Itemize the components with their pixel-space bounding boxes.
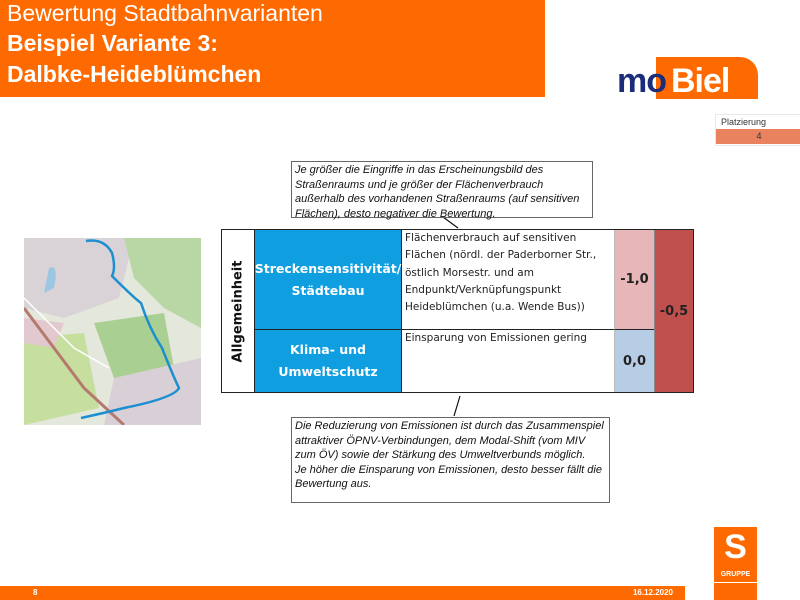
description-cell: Einsparung von Emissionen gering <box>402 329 614 392</box>
evaluation-table <box>221 229 694 393</box>
ranking-value: 4 <box>716 129 800 144</box>
logo-text-mo: mo <box>617 62 666 100</box>
ranking-label: Platzierung <box>716 115 800 129</box>
group-logo <box>714 527 757 600</box>
callout-bottom <box>291 417 610 503</box>
score-cell: 0,0 <box>614 329 654 392</box>
category-text: Allgemeinheit <box>230 260 246 362</box>
logo-text-biel: Biel <box>671 62 730 100</box>
group-logo-divider <box>714 582 757 583</box>
criterion-cell: Streckensensitivität/ Städtebau <box>254 230 402 329</box>
total-score-cell: -0,5 <box>654 230 693 392</box>
category-label <box>222 230 254 392</box>
footer-date: 16.12.2020 <box>632 588 673 597</box>
callout-bottom-text-1: Die Reduzierung von Emissionen ist durch das Zusammenspiel attraktiver ÖPNV-Verbindungen, dem Modal-Shift (vom MIV zum ÖV) sowie der Stärkung des Umweltverbunds möglich. <box>295 420 604 461</box>
slide-subtitle: Beispiel Variante 3: <box>7 30 218 56</box>
score-cell: -1,0 <box>614 230 654 329</box>
criterion-cell: Klima- und Umweltschutz <box>254 329 402 392</box>
s-logo-icon: S <box>724 528 747 566</box>
slide-subtitle-variant: Dalbke-Heideblümchen <box>7 61 262 87</box>
footer-bar <box>0 586 685 600</box>
group-logo-label: GRUPPE <box>720 571 751 578</box>
slide-title: Bewertung Stadtbahnvarianten <box>7 0 323 26</box>
page-number: 8 <box>33 588 38 597</box>
callout-top: Je größer die Eingriffe in das Erscheinungsbild des Straßenraums und je größer der Flächenverbrauch außerhalb des vorhandenen Straßenraums (auf sensitiven Flächen), desto negativer die Bewertung. <box>291 161 593 218</box>
callout-bottom-text-2: Je höher die Einsparung von Emissionen, desto besser fällt die Bewertung aus. <box>295 463 602 490</box>
description-cell: Flächenverbrauch auf sensitiven Flächen (nördl. der Paderborner Str., östlich Morsestr. und am Endpunkt/Verknüpfungspunkt Heideblümchen (u.a. Wende Bus)) <box>405 232 597 314</box>
